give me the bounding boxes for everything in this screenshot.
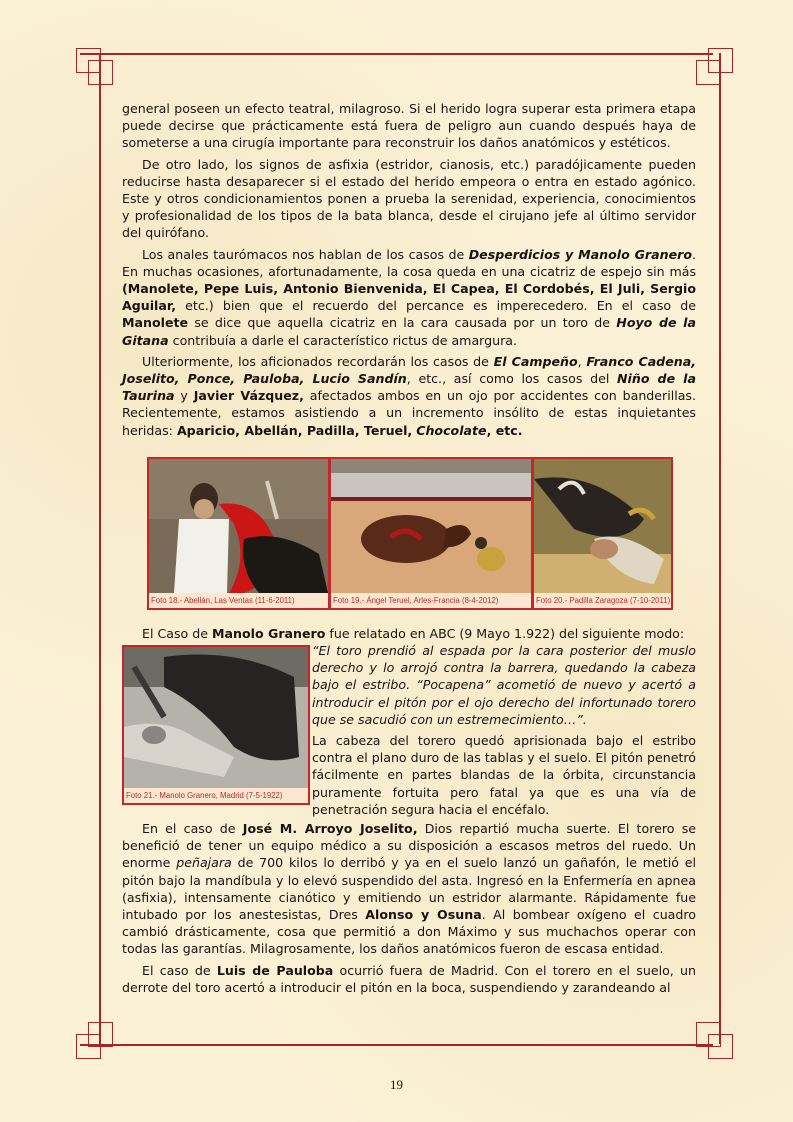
photo-21-image	[124, 647, 308, 789]
photo-19-caption: Foto 19.- Ángel Teruel, Arles-Francia (8-4-2012)	[331, 593, 531, 608]
photo-19	[329, 457, 533, 610]
frame-bottom-line	[80, 1044, 713, 1046]
paragraph-1: general poseen un efecto teatral, milagroso. Si el herido logra superar esta primera etapa puede decirse que prácticamente está fuera de peligro aun cuando después haya de someterse a una cirugía importante para reconstruir los daños anatómicos y estéticos.	[122, 101, 696, 151]
paragraph-6: La cabeza del torero quedó aprisionada bajo el estribo contra el plano duro de las tablas y el suelo. El pitón penetró fácilmente en partes blandas de la órbita, circunstancia puramente fortuita pero fatal ya que es una vía de penetración segura hacia el encéfalo.	[312, 733, 696, 817]
corner-ornament-bottom-left	[76, 1022, 122, 1068]
frame-right-line	[719, 53, 721, 1044]
page-number: 19	[390, 1077, 403, 1092]
paragraph-5-intro: El Caso de Manolo Granero fue relatado en ABC (9 Mayo 1.922) del siguiente modo:	[142, 626, 685, 641]
photo-19-image	[331, 459, 531, 593]
photo-20-caption: Foto 20.- Padilla Zaragoza (7-10-2011)	[534, 593, 671, 608]
corner-ornament-top-right	[696, 48, 742, 94]
photo-18-image	[149, 459, 328, 593]
corner-ornament-bottom-right	[696, 1022, 742, 1068]
frame-left-line	[99, 53, 101, 1044]
body-text-top	[122, 100, 696, 439]
body-text-bottom	[122, 820, 696, 996]
photo-18-caption: Foto 18.- Abellán, Las Ventas (11-6-2011)	[149, 593, 328, 608]
photo-18	[147, 457, 330, 610]
photo-20	[532, 457, 673, 610]
photo-21-caption: Foto 21.- Manolo Granero, Madrid (7-5-1922)	[124, 788, 308, 803]
photo-20-image	[534, 459, 671, 593]
paragraph-2: De otro lado, los signos de asfixia (estridor, cianosis, etc.) paradójicamente pueden reducirse hasta desaparecer si el estado del herido empeora o entra en estado agónico. Este y otros condicionamientos ponen a prueba la serenidad, experiencia, conocimientos y profesionalidad de los tipos de la bata blanca, desde el cirujano jefe al último servidor del quirófano.	[122, 156, 696, 241]
paragraph-5-quote: “El toro prendió al espada por la cara posterior del muslo derecho y lo arrojó contra la barrera, quedando la cabeza bajo el estribo. “Pocapena” acometió de nuevo y acertó a introducir el pitón por el ojo derecho del infortunado torero que se sacudió con un estremecimiento…”.	[312, 643, 696, 727]
frame-top-line	[80, 53, 713, 55]
photo-21	[122, 645, 310, 805]
paragraph-4: Ulteriormente, los aficionados recordarán los casos de El Campeño, Franco Cadena, Joselito, Ponce, Pauloba, Lucio Sandín, etc., así como los casos del Niño de la Taurina y Javier Vázquez, afectados ambos en un ojo por accidentes con banderillas. Recientemente, estamos asistiendo a un incremento insólito de estas inquietantes heridas: Aparicio, Abellán, Padilla, Teruel, Chocolate, etc.	[122, 353, 696, 438]
paragraph-3: Los anales taurómacos nos hablan de los casos de Desperdicios y Manolo Granero. En muchas ocasiones, afortunadamente, la cosa queda en una cicatriz de espejo sin más (Manolete, Pepe Luis, Antonio Bienvenida, El Capea, El Cordobés, El Juli, Sergio Aguilar, etc.) bien que el recuerdo del percance es imperecedero. En el caso de Manolete se dice que aquella cicatriz en la cara causada por un toro de Hoyo de la Gitana contribuía a darle el característico rictus de amargura.	[122, 246, 697, 348]
paragraph-8: El caso de Luis de Pauloba ocurrió fuera de Madrid. Con el torero en el suelo, un derrote del toro acertó a introducir el pitón en la boca, suspendiendo y zarandeando al	[122, 962, 696, 995]
paragraph-7: En el caso de José M. Arroyo Joselito, Dios repartió mucha suerte. El torero se benefició de tener un equipo médico a su disposición a escasos metros del ruedo. Un enorme peñajara de 700 kilos lo derribó y ya en el suelo lanzó un gañafón, le metió el pitón bajo la mandíbula y lo elevó suspendido del asta. Ingresó en la Enfermería en apnea (asfixia), intensamente cianótico y emitiendo un estridor alarmante. Rápidamente fue intubado por los anestesistas, Dres Alonso y Osuna. Al bombear oxígeno el cuadro cambió drásticamente, cosa que permitió a don Máximo y sus muchachos operar con todas las garantías. Milagrosamente, los daños anatómicos fueron de escasa entidad.	[122, 821, 696, 957]
corner-ornament-top-left	[76, 48, 122, 94]
photo-strip	[147, 457, 673, 610]
